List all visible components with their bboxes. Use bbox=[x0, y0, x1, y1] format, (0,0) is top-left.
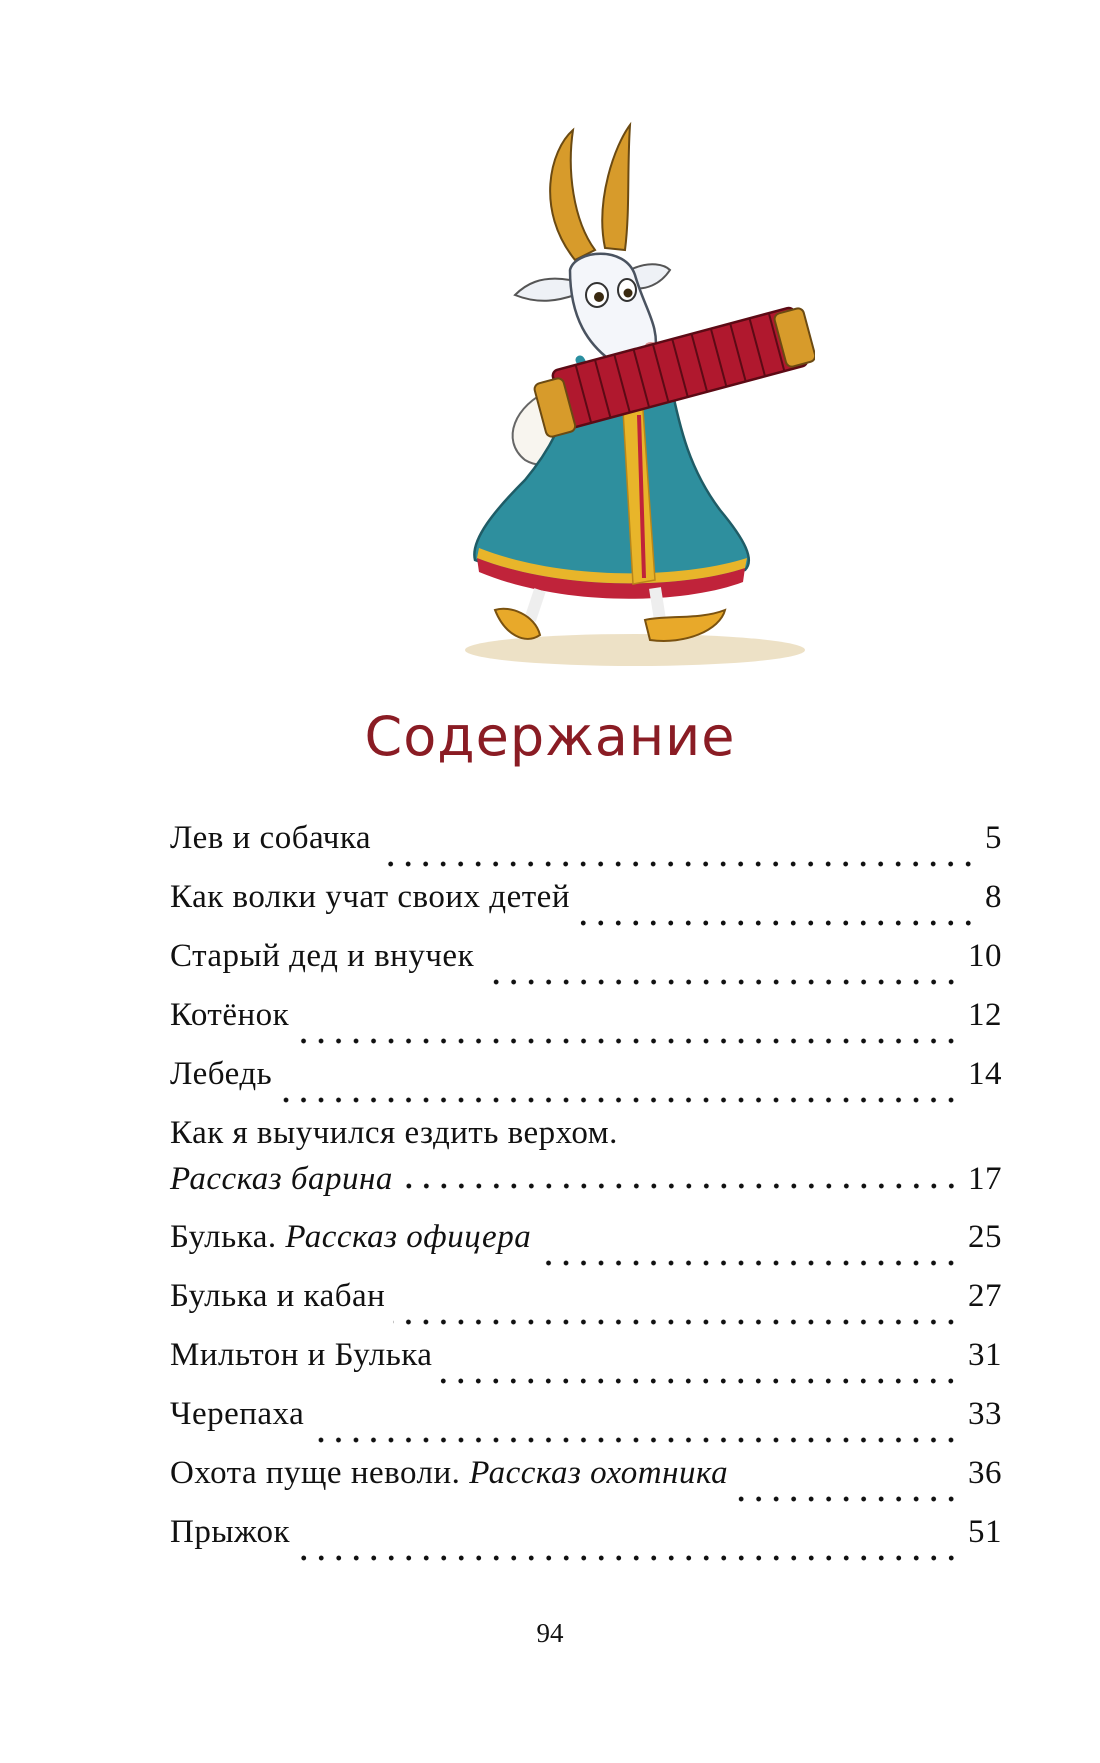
toc-entry-subtitle: Рассказ офицера bbox=[285, 1219, 532, 1255]
toc-entry-page: 31 bbox=[968, 1337, 1002, 1373]
toc-entry-page: 25 bbox=[968, 1219, 1002, 1255]
leader-dots bbox=[401, 1183, 960, 1189]
toc-entry-page: 51 bbox=[968, 1514, 1002, 1550]
toc-entry-title: Как я выучился ездить верхом. bbox=[170, 1115, 618, 1151]
leader-dots bbox=[297, 1038, 960, 1044]
toc-entry[interactable] bbox=[170, 877, 1002, 936]
toc-entry[interactable] bbox=[170, 818, 1002, 877]
leader-dots bbox=[393, 1319, 960, 1325]
page-title: Содержание bbox=[364, 705, 736, 768]
toc-entry-title: Котёнок bbox=[170, 997, 290, 1033]
toc-entry-title: Как волки учат своих детей bbox=[170, 879, 570, 915]
leader-dots bbox=[578, 920, 977, 926]
goat-icon bbox=[455, 110, 815, 670]
toc-entry-title: Прыжок bbox=[170, 1514, 291, 1550]
leader-dots bbox=[440, 1378, 960, 1384]
toc-entry-subtitle: Рассказ барина bbox=[170, 1161, 393, 1197]
toc-entry-title: Мильтон и Булька bbox=[170, 1337, 433, 1373]
toc-entry[interactable] bbox=[170, 1054, 1002, 1113]
toc-entry[interactable] bbox=[170, 1453, 1002, 1512]
toc-entry-page: 12 bbox=[968, 997, 1002, 1033]
toc-entry-title: Булька и кабан bbox=[170, 1278, 386, 1314]
toc-entry-page: 8 bbox=[985, 879, 1002, 915]
toc-entry[interactable] bbox=[170, 1276, 1002, 1335]
toc-entry[interactable] bbox=[170, 1335, 1002, 1394]
toc-entry-page: 5 bbox=[985, 820, 1002, 856]
toc-entry[interactable] bbox=[170, 936, 1002, 995]
leader-dots bbox=[736, 1496, 960, 1502]
leader-dots bbox=[298, 1555, 960, 1561]
leader-dots bbox=[539, 1260, 960, 1266]
toc-entry-title: Черепаха bbox=[170, 1396, 305, 1432]
toc-entry-title: Булька. bbox=[170, 1219, 277, 1255]
toc-entry-page: 27 bbox=[968, 1278, 1002, 1314]
toc-entry-page: 10 bbox=[968, 938, 1002, 974]
leader-dots bbox=[482, 979, 960, 985]
toc-entry-page: 36 bbox=[968, 1455, 1002, 1491]
toc-entry-title: Лев и собачка bbox=[170, 820, 372, 856]
toc-entry-page: 33 bbox=[968, 1396, 1002, 1432]
leader-dots bbox=[379, 861, 977, 867]
table-of-contents bbox=[170, 818, 1002, 1571]
toc-entry-subtitle: Рассказ охотника bbox=[469, 1455, 729, 1491]
toc-entry[interactable] bbox=[170, 1217, 1002, 1276]
toc-entry[interactable] bbox=[170, 1394, 1002, 1453]
toc-entry-page: 17 bbox=[968, 1161, 1002, 1197]
toc-entry[interactable] bbox=[170, 1113, 1002, 1217]
goat-accordion-illustration bbox=[455, 110, 815, 670]
toc-entry[interactable] bbox=[170, 995, 1002, 1054]
leader-dots bbox=[280, 1097, 960, 1103]
toc-entry-title: Охота пуще неволи. bbox=[170, 1455, 461, 1491]
toc-entry[interactable] bbox=[170, 1512, 1002, 1571]
toc-entry-page: 14 bbox=[968, 1056, 1002, 1092]
page-number: 94 bbox=[536, 1618, 564, 1648]
toc-entry-title: Лебедь bbox=[170, 1056, 273, 1092]
leader-dots bbox=[312, 1437, 960, 1443]
toc-entry-title: Старый дед и внучек bbox=[170, 938, 475, 974]
